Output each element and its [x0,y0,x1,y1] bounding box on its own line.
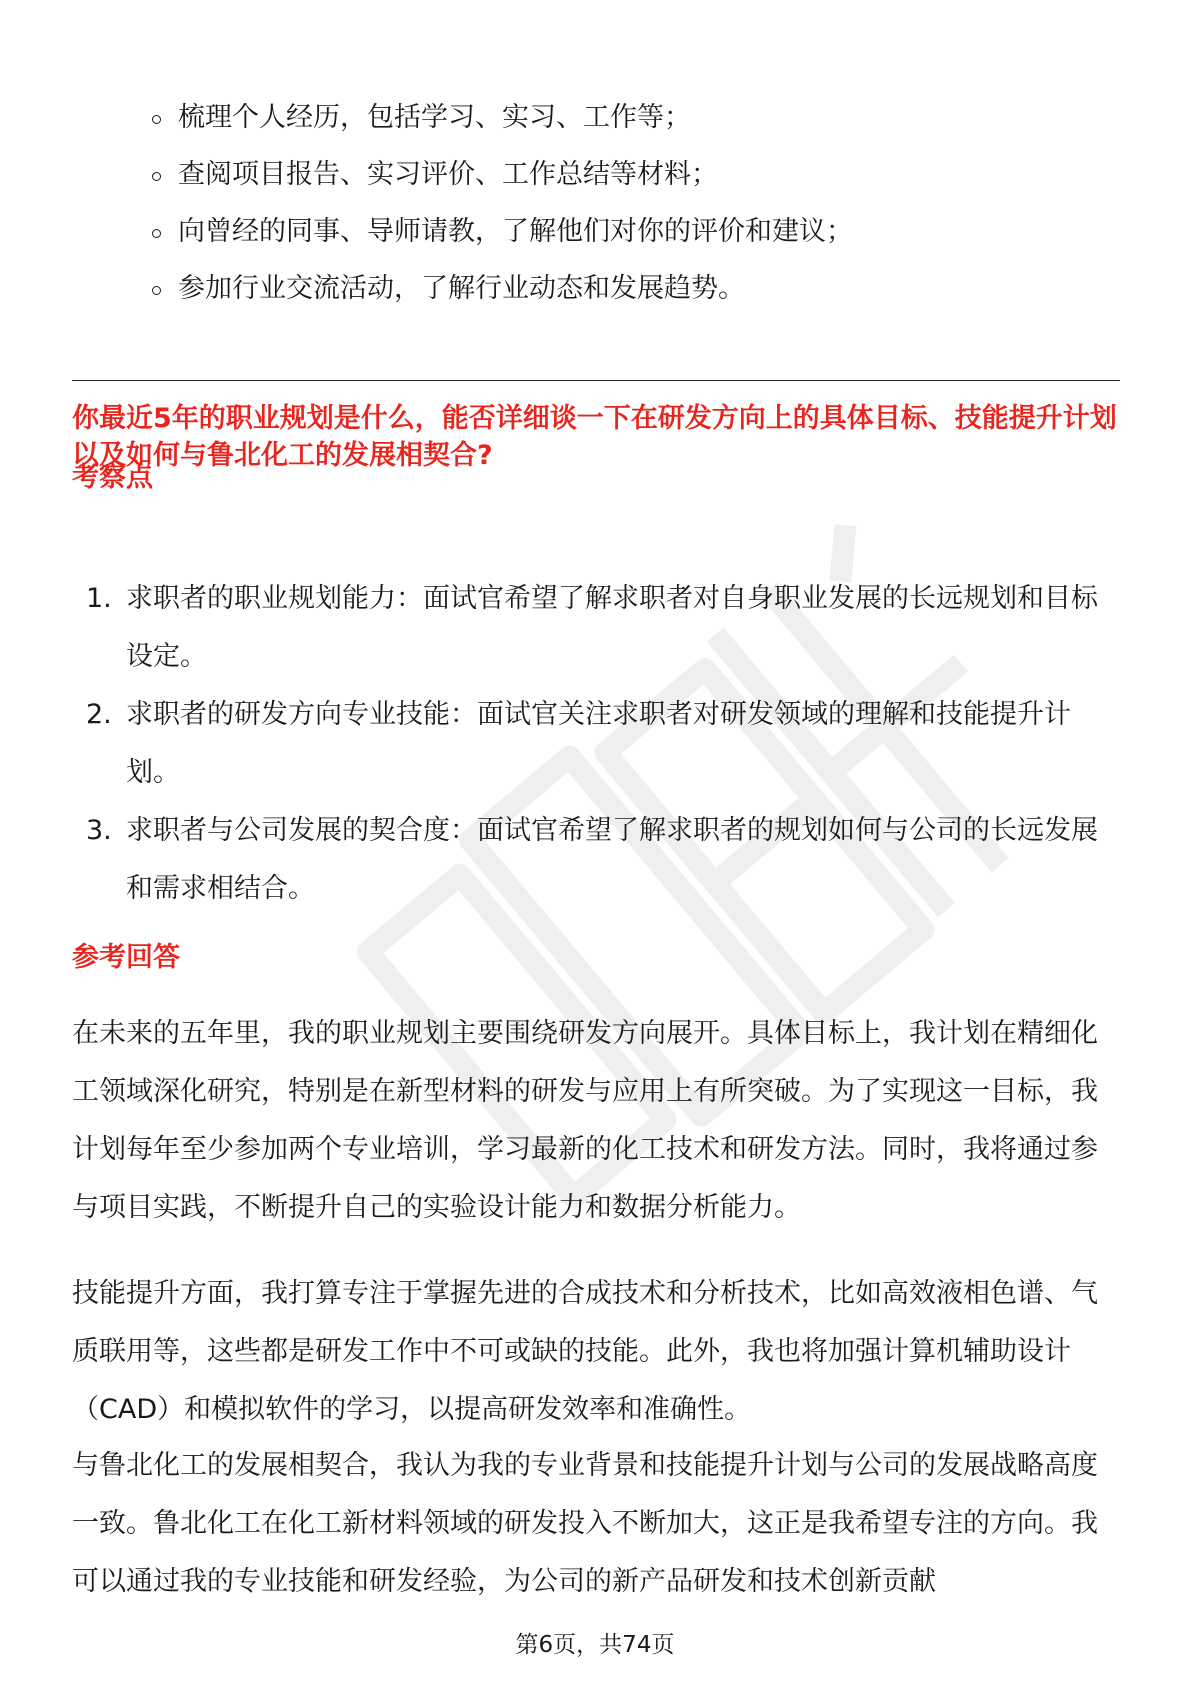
answer-paragraph: 技能提升方面，我打算专注于掌握先进的合成技术和分析技术，比如高效液相色谱、气质联用等，这些都是研发工作中不可或缺的技能。此外，我也将加强计算机辅助设计（CAD）和模拟软件的学习，以提高研发效率和准确性。 [72,1278,1098,1425]
bullet-list [150,100,1110,328]
list-item [72,802,1120,918]
item-number: 3. [86,815,112,846]
list-item [72,570,1120,686]
item-text: 求职者的研发方向专业技能：面试官关注求职者对研发领域的理解和技能提升计划。 [126,699,1071,788]
list-item [150,271,1110,307]
list-item [150,100,1110,136]
bullet-circle-icon [152,229,161,238]
list-item [150,214,1110,250]
answer-paragraph: 与鲁北化工的发展相契合，我认为我的专业背景和技能提升计划与公司的发展战略高度一致。鲁北化工在化工新材料领域的研发投入不断加大，这正是我希望专注的方向。我可以通过我的专业技能和研发经验，为公司的新产品研发和技术创新贡献 [72,1450,1098,1597]
page-number-footer: 第6页，共74页 [515,1632,675,1658]
bullet-text: 梳理个人经历，包括学习、实习、工作等； [178,102,691,133]
bullet-circle-icon [152,115,161,124]
item-number: 2. [86,699,112,730]
question-heading: 你最近5年的职业规划是什么，能否详细谈一下在研发方向上的具体目标、技能提升计划以及如何与鲁北化工的发展相契合? [72,403,1117,471]
item-text: 求职者的职业规划能力：面试官希望了解求职者对自身职业发展的长远规划和目标设定。 [126,583,1098,672]
bullet-text: 向曾经的同事、导师请教，了解他们对你的评价和建议； [178,216,853,247]
assessment-list [72,570,1120,918]
item-number: 1. [86,583,112,614]
section-divider [72,380,1120,381]
bullet-circle-icon [152,286,161,295]
answer-title: 参考回答 [72,942,180,973]
item-text: 求职者与公司发展的契合度：面试官希望了解求职者的规划如何与公司的长远发展和需求相结合。 [126,815,1098,904]
assessment-title: 考察点 [72,462,153,493]
bullet-text: 参加行业交流活动，了解行业动态和发展趋势。 [178,273,745,304]
list-item [72,686,1120,802]
bullet-text: 查阅项目报告、实习评价、工作总结等材料； [178,159,718,190]
list-item [150,157,1110,193]
answer-paragraph: 在未来的五年里，我的职业规划主要围绕研发方向展开。具体目标上，我计划在精细化工领域深化研究，特别是在新型材料的研发与应用上有所突破。为了实现这一目标，我计划每年至少参加两个专业培训，学习最新的化工技术和研发方法。同时，我将通过参与项目实践，不断提升自己的实验设计能力和数据分析能力。 [72,1018,1098,1223]
bullet-circle-icon [152,172,161,181]
